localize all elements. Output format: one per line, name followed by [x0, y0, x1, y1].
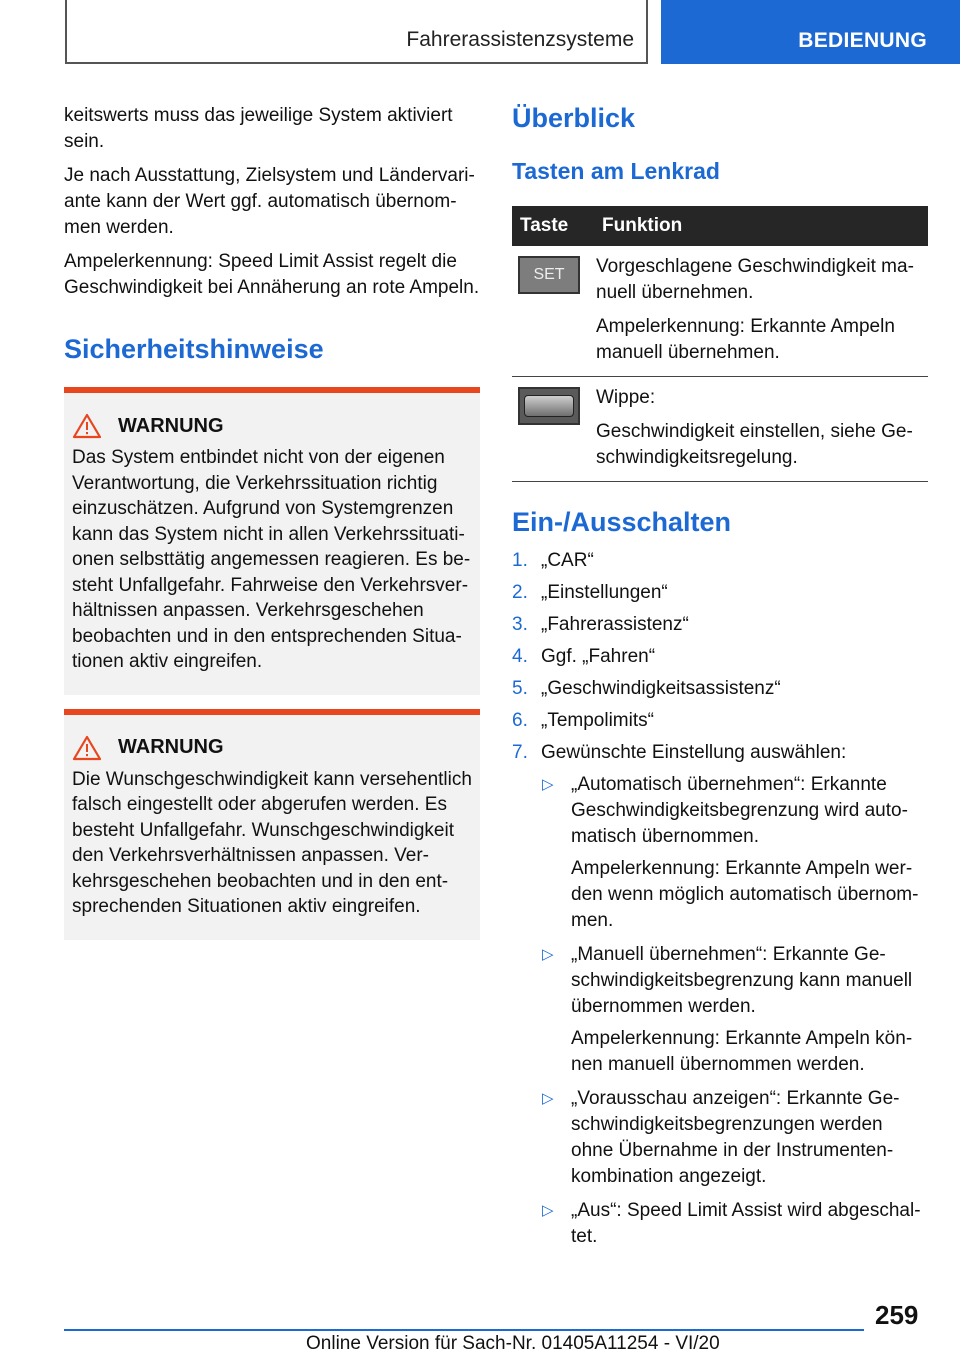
- step-number: 7.: [512, 742, 528, 763]
- rocker-switch-icon: [518, 387, 580, 425]
- list-item: [512, 548, 928, 574]
- steering-wheel-buttons-heading: Tasten am Lenkrad: [512, 158, 720, 184]
- steps-list: [512, 548, 928, 1250]
- button-table: [512, 206, 928, 482]
- option-text: „Vorausschau anzeigen“: Erkannte Geschwindigkeitsbegrenzungen werden ohne Übernahme in der Instrumentenkombination angezeigt.: [571, 1088, 900, 1187]
- options-list: [541, 772, 928, 1250]
- warning-box: [64, 387, 480, 695]
- list-item: [512, 676, 928, 702]
- footer-version-text: Online Version für Sach-Nr. 01405A11254 - VI/20: [306, 1333, 720, 1354]
- step-number: 3.: [512, 614, 528, 635]
- step-text: „Einstellungen“: [541, 582, 668, 603]
- warning-triangle-icon: [72, 735, 102, 761]
- list-item: [512, 740, 928, 1250]
- step-text: „Tempolimits“: [541, 710, 654, 731]
- warning-title: WARNUNG: [118, 414, 224, 437]
- header-section-title: Fahrerassistenzsysteme: [406, 28, 634, 51]
- list-item: [512, 612, 928, 638]
- option-text: „Manuell übernehmen“: Erkannte Geschwindigkeitsbegrenzung kann manuell übernommen werden.: [571, 944, 913, 1017]
- step-text: „Geschwindigkeitsassistenz“: [541, 678, 781, 699]
- warning-box: [64, 709, 480, 940]
- list-item: [541, 1086, 928, 1190]
- set-button-label: SET: [533, 266, 565, 283]
- header-chapter-title: BEDIENUNG: [798, 29, 927, 52]
- function-text: Vorgeschlagene Geschwindigkeit manuell übernehmen.: [596, 256, 914, 303]
- function-text: Ampelerkennung: Erkannte Ampeln manuell übernehmen.: [596, 316, 895, 363]
- paragraph: Je nach Ausstattung, Zielsystem und Ländervariante kann der Wert ggf. automatisch übernommen werden.: [64, 165, 475, 238]
- step-number: 1.: [512, 550, 528, 571]
- safety-heading: Sicherheitshinweise: [64, 334, 324, 364]
- step-number: 6.: [512, 710, 528, 731]
- option-text: Ampelerkennung: Erkannte Ampeln werden wenn möglich automatisch übernommen.: [571, 858, 919, 931]
- page-number: 259: [875, 1300, 919, 1330]
- header-chapter-tab: [661, 0, 960, 64]
- warning-triangle-icon: [72, 413, 102, 439]
- table-header-function: Funktion: [596, 206, 928, 246]
- function-text: Wippe:: [596, 387, 656, 408]
- table-header-key: Taste: [512, 206, 596, 246]
- paragraph: Ampelerkennung: Speed Limit Assist regelt die Geschwindigkeit bei Annäherung an rote Ampeln.: [64, 251, 480, 298]
- table-row: [512, 246, 928, 377]
- list-item: [541, 1198, 928, 1250]
- left-column: [64, 103, 480, 940]
- list-item: [512, 580, 928, 606]
- step-number: 2.: [512, 582, 528, 603]
- set-button-icon: [518, 256, 580, 294]
- right-column: [512, 100, 928, 1258]
- triangle-bullet-icon: ▷: [542, 946, 554, 963]
- list-item: [541, 772, 928, 934]
- step-text: „Fahrerassistenz“: [541, 614, 689, 635]
- list-item: [541, 942, 928, 1078]
- option-text: „Automatisch übernehmen“: Erkannte Geschwindigkeitsbegrenzung wird automatisch übernommen.: [571, 774, 908, 847]
- table-row: [512, 377, 928, 482]
- step-number: 5.: [512, 678, 528, 699]
- option-text: „Aus“: Speed Limit Assist wird abgeschaltet.: [571, 1200, 921, 1247]
- on-off-heading: Ein-/Ausschalten: [512, 507, 732, 537]
- option-text: Ampelerkennung: Erkannte Ampeln können manuell übernommen werden.: [571, 1028, 913, 1075]
- triangle-bullet-icon: ▷: [542, 776, 554, 793]
- list-item: [512, 644, 928, 670]
- footer-divider: [64, 1329, 864, 1331]
- step-text: Ggf. „Fahren“: [541, 646, 656, 667]
- header-section-tab: [65, 0, 648, 64]
- triangle-bullet-icon: ▷: [542, 1202, 554, 1219]
- step-text: „CAR“: [541, 550, 594, 571]
- warning-text: Die Wunschgeschwindigkeit kann versehentlich falsch eingestellt oder abgerufen werden. Es besteht Unfallgefahr. Wunschgeschwindigkeit den Verkehrsverhältnissen anpassen. Verkehrsgeschehen beobachten und in den entsprechenden Situationen aktiv eingreifen.: [72, 768, 472, 917]
- warning-title: WARNUNG: [118, 736, 224, 758]
- triangle-bullet-icon: ▷: [542, 1090, 554, 1107]
- step-number: 4.: [512, 646, 528, 667]
- warning-text: Das System entbindet nicht von der eigenen Verantwortung, die Verkehrssituation richtig einzuschätzen. Aufgrund von Systemgrenzen kann das System nicht in allen Verkehrssituationen selbsttätig angemessen reagieren. Es besteht Unfallgefahr. Fahrweise den Verkehrsverhältnissen anpassen. Verkehrsgeschehen beobachten und in den entsprechenden Situationen aktiv eingreifen.: [72, 447, 471, 672]
- overview-heading: Überblick: [512, 103, 636, 133]
- step-text: Gewünschte Einstellung auswählen:: [541, 742, 847, 763]
- list-item: [512, 708, 928, 734]
- function-text: Geschwindigkeit einstellen, siehe Geschwindigkeitsregelung.: [596, 421, 913, 468]
- paragraph: keitswerts muss das jeweilige System aktiviert sein.: [64, 105, 453, 152]
